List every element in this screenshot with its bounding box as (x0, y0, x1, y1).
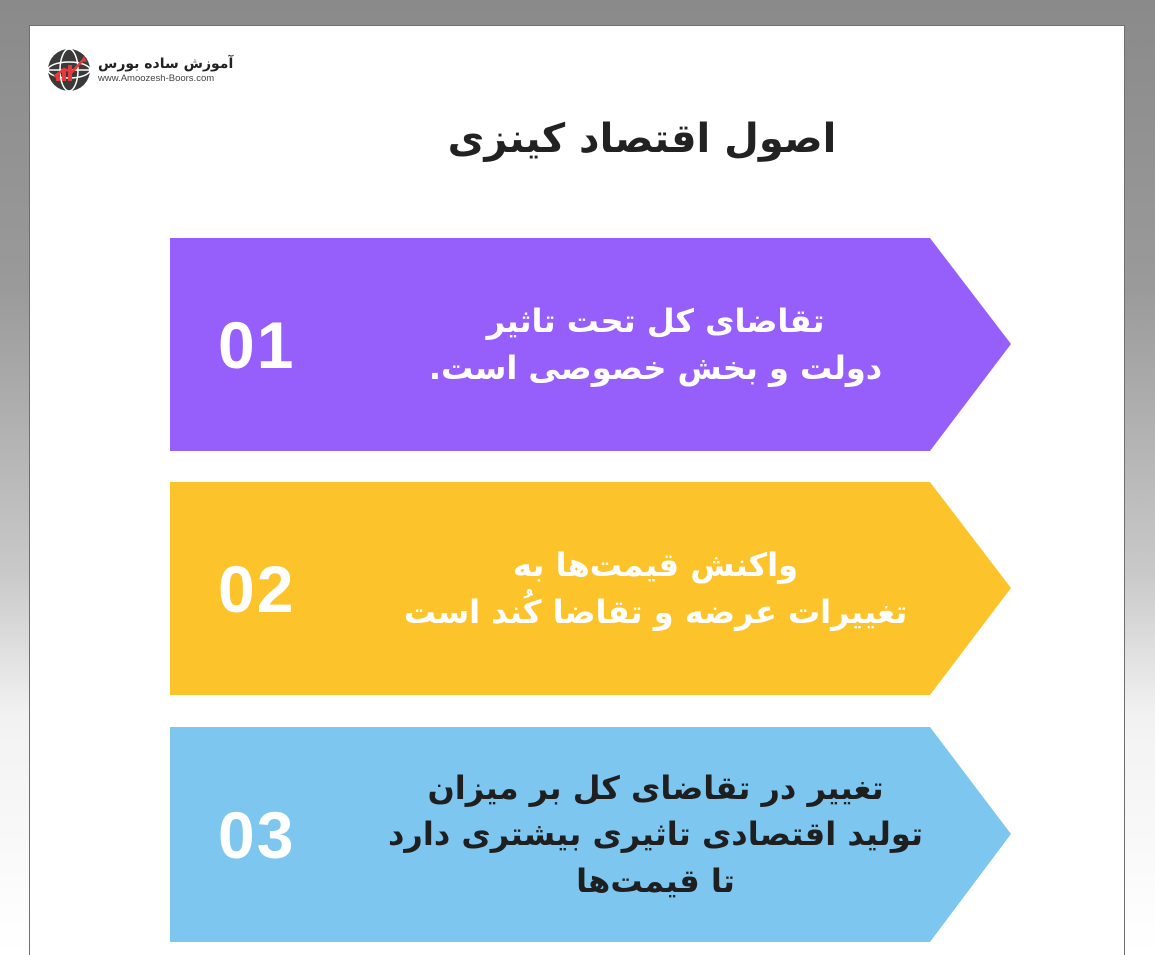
card-number: 03 (218, 797, 296, 872)
site-logo[interactable] (46, 46, 233, 94)
infographic-frame (30, 26, 1124, 955)
card-text-line: تغییر در تقاضای کل بر میزان (427, 768, 884, 807)
page-title: اصول اقتصاد کینزی (447, 116, 837, 162)
card-text-line: تقاضای کل تحت تاثیر (486, 302, 825, 341)
logo-url: www.Amoozesh-Boors.com (98, 72, 215, 84)
card-number: 02 (218, 551, 296, 626)
principle-card-1 (170, 238, 1011, 451)
card-text-line: تا قیمت‌ها (576, 861, 735, 900)
principle-card-2 (170, 482, 1011, 695)
card-text-line: دولت و بخش خصوصی است. (428, 348, 883, 387)
card-text (340, 238, 971, 451)
logo-name: آموزش ساده بورس (98, 55, 234, 72)
card-text-line: تغییرات عرضه و تقاضا کُند است (403, 592, 908, 631)
globe-chart-icon (46, 47, 92, 93)
principle-card-3 (170, 727, 1011, 942)
card-text (340, 482, 971, 695)
card-text-line: واکنش قیمت‌ها به (513, 546, 799, 585)
card-number: 01 (218, 307, 296, 382)
card-text-line: تولید اقتصادی تاثیری بیشتری دارد (388, 815, 923, 854)
card-text (340, 727, 971, 942)
